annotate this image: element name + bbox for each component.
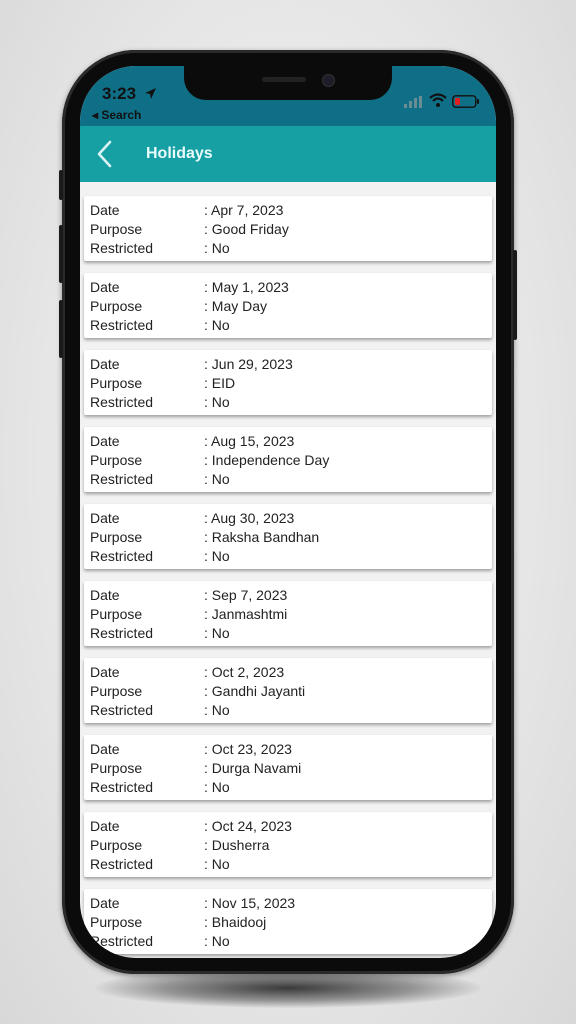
restricted-row-label: Restricted: [90, 702, 154, 718]
holiday-card: [84, 889, 492, 954]
purpose-row-label: Purpose: [90, 298, 143, 314]
battery-icon: [452, 95, 480, 108]
purpose-row-label: Purpose: [90, 375, 143, 391]
date-row-label: Date: [90, 356, 120, 372]
status-time: 3:23: [102, 84, 137, 103]
restricted-row-value: : No: [204, 240, 230, 256]
purpose-row-label: Purpose: [90, 529, 143, 545]
restricted-row-label: Restricted: [90, 394, 154, 410]
date-row-value: : Apr 7, 2023: [204, 202, 284, 218]
date-row-value: : Aug 15, 2023: [204, 433, 295, 449]
app-header: [80, 126, 496, 182]
purpose-row-value: : EID: [204, 375, 236, 391]
page-title: Holidays: [146, 145, 213, 162]
purpose-row-label: Purpose: [90, 221, 143, 237]
mute-switch: [59, 170, 63, 200]
restricted-row-value: : No: [204, 317, 230, 333]
purpose-row-value: : Raksha Bandhan: [204, 529, 320, 545]
restricted-row-value: : No: [204, 471, 230, 487]
holiday-card: [84, 735, 492, 800]
restricted-row-label: Restricted: [90, 933, 154, 949]
date-row-value: : Sep 7, 2023: [204, 587, 288, 603]
restricted-row-label: Restricted: [90, 240, 154, 256]
purpose-row-label: Purpose: [90, 837, 143, 853]
restricted-row-value: : No: [204, 779, 230, 795]
date-row-value: : Oct 24, 2023: [204, 818, 292, 834]
date-row-value: : Oct 23, 2023: [204, 741, 292, 757]
purpose-row-label: Purpose: [90, 452, 143, 468]
date-row-label: Date: [90, 741, 120, 757]
holiday-card: [84, 350, 492, 415]
holiday-card: [84, 581, 492, 646]
holiday-card: [84, 504, 492, 569]
purpose-row-value: : May Day: [204, 298, 268, 314]
purpose-row-label: Purpose: [90, 683, 143, 699]
date-row-value: : Oct 2, 2023: [204, 664, 285, 680]
purpose-row-label: Purpose: [90, 606, 143, 622]
purpose-row-label: Purpose: [90, 914, 143, 930]
restricted-row-label: Restricted: [90, 548, 154, 564]
volume-down-button: [59, 300, 63, 358]
restricted-row-value: : No: [204, 548, 230, 564]
date-row-label: Date: [90, 587, 120, 603]
holiday-card: [84, 273, 492, 338]
date-row-label: Date: [90, 433, 120, 449]
power-button: [513, 250, 517, 340]
date-row-value: : Jun 29, 2023: [204, 356, 293, 372]
restricted-row-label: Restricted: [90, 856, 154, 872]
date-row-label: Date: [90, 664, 120, 680]
front-camera: [322, 74, 335, 87]
holiday-list: [80, 182, 496, 958]
restricted-row-label: Restricted: [90, 779, 154, 795]
date-row-label: Date: [90, 818, 120, 834]
holiday-card: [84, 427, 492, 492]
date-row-label: Date: [90, 895, 120, 911]
restricted-row-label: Restricted: [90, 471, 154, 487]
restricted-row-value: : No: [204, 625, 230, 641]
location-arrow-icon: [144, 87, 157, 100]
volume-up-button: [59, 225, 63, 283]
wifi-icon: [429, 93, 447, 107]
restricted-row-value: : No: [204, 702, 230, 718]
phone-shadow: [95, 968, 481, 1008]
date-row-label: Date: [90, 279, 120, 295]
holiday-card: [84, 658, 492, 723]
purpose-row-value: : Good Friday: [204, 221, 289, 237]
purpose-row-value: : Dusherra: [204, 837, 270, 853]
date-row-label: Date: [90, 510, 120, 526]
restricted-row-label: Restricted: [90, 625, 154, 641]
date-row-label: Date: [90, 202, 120, 218]
phone-screen: [80, 66, 496, 958]
restricted-row-value: : No: [204, 394, 230, 410]
purpose-row-value: : Bhaidooj: [204, 914, 267, 930]
restricted-row-value: : No: [204, 933, 230, 949]
chevron-left-icon[interactable]: [94, 139, 116, 169]
date-row-value: : May 1, 2023: [204, 279, 289, 295]
date-row-value: : Aug 30, 2023: [204, 510, 295, 526]
restricted-row-label: Restricted: [90, 317, 154, 333]
date-row-value: : Nov 15, 2023: [204, 895, 296, 911]
holiday-card: [84, 196, 492, 261]
status-bar: [80, 66, 496, 126]
purpose-row-label: Purpose: [90, 760, 143, 776]
purpose-row-value: : Independence Day: [204, 452, 330, 468]
notch: [184, 66, 392, 100]
restricted-row-value: : No: [204, 856, 230, 872]
signal-icon: [404, 96, 424, 108]
speaker: [262, 77, 306, 82]
purpose-row-value: : Janmashtmi: [204, 606, 288, 622]
back-to-search-link[interactable]: ◂ Search: [92, 108, 142, 122]
purpose-row-value: : Durga Navami: [204, 760, 302, 776]
holiday-card: [84, 812, 492, 877]
purpose-row-value: : Gandhi Jayanti: [204, 683, 306, 699]
